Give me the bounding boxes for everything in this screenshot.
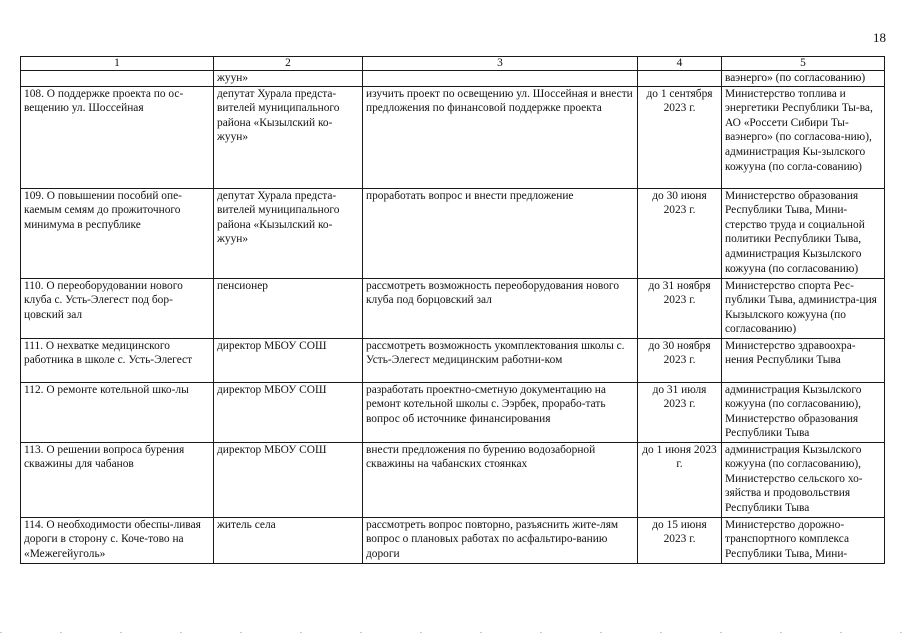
- page-number: 18: [873, 30, 886, 45]
- table-row: [21, 86, 885, 188]
- column-number-5: 5: [722, 57, 885, 71]
- row-responsible: Министерство спорта Рес-публики Тыва, администра-ция Кызылского кожууна (по согласованию): [722, 278, 885, 338]
- row-topic: 109. О повышении пособий опе-каемым семям до прожиточного минимума в республике: [21, 188, 214, 278]
- row-topic: 114. О необходимости обеспы-ливая дороги в сторону с. Коче-тово на «Межегейуголь»: [21, 517, 214, 563]
- row-responsible: Министерство топлива и энергетики Республики Ты-ва, АО «Россети Сибири Ты-ваэнерго» (по согласова-нию), администрация Кы-зылского кожууна (по согла-сованию): [722, 86, 885, 188]
- table-header-row: [21, 57, 885, 71]
- row-action: внести предложения по бурению водозаборной скважины на чабанских стоянках: [363, 442, 638, 517]
- row-applicant: директор МБОУ СОШ: [214, 338, 363, 382]
- table-row: [21, 188, 885, 278]
- row-topic: 108. О поддержке проекта по ос-вещению ул. Шоссейная: [21, 86, 214, 188]
- row-applicant: директор МБОУ СОШ: [214, 382, 363, 442]
- column-number-3: 3: [363, 57, 638, 71]
- column-number-1: 1: [21, 57, 214, 71]
- row-responsible: Министерство дорожно-транспортного комплекса Республики Тыва, Мини-: [722, 517, 885, 563]
- table-row: [21, 442, 885, 517]
- row-applicant: директор МБОУ СОШ: [214, 442, 363, 517]
- row-responsible: Министерство образования Республики Тыва, Мини-стерство труда и социальной политики Республики Тыва, администрация Кызылского кожууна (по согласованию): [722, 188, 885, 278]
- row-responsible: Министерство здравоохра-нения Республики Тыва: [722, 338, 885, 382]
- row-responsible: администрация Кызылского кожууна (по согласованию), Министерство сельского хо-зяйства и продовольствия Республики Тыва: [722, 442, 885, 517]
- scan-artifact-line: [0, 632, 905, 633]
- row-applicant: депутат Хурала предста-вителей муниципального района «Кызылский ко-жуун»: [214, 188, 363, 278]
- row-action: рассмотреть вопрос повторно, разъяснить жите-лям вопрос о плановых работах по асфальтиро-ванию дороги: [363, 517, 638, 563]
- row-deadline: до 31 июля 2023 г.: [638, 382, 722, 442]
- table-row: [21, 382, 885, 442]
- continuation-responsible: ваэнерго» (по согласованию): [722, 71, 885, 87]
- row-action: разработать проектно-сметную документацию на ремонт котельной школы с. Ээрбек, прорабо-тать вопрос об источнике финансирования: [363, 382, 638, 442]
- row-action: рассмотреть возможность переоборудования нового клуба под борцовский зал: [363, 278, 638, 338]
- table-row: [21, 278, 885, 338]
- row-applicant: житель села: [214, 517, 363, 563]
- column-number-4: 4: [638, 57, 722, 71]
- row-deadline: до 31 ноября 2023 г.: [638, 278, 722, 338]
- row-deadline: до 1 сентября 2023 г.: [638, 86, 722, 188]
- table-row: [21, 338, 885, 382]
- document-table: [20, 56, 885, 564]
- row-responsible: администрация Кызылского кожууна (по согласованию), Министерство образования Республики Тыва: [722, 382, 885, 442]
- column-number-2: 2: [214, 57, 363, 71]
- continuation-row: [21, 71, 885, 87]
- row-action: рассмотреть возможность укомплектования школы с. Усть-Элегест медицинским работни-ком: [363, 338, 638, 382]
- continuation-applicant: жуун»: [214, 71, 363, 87]
- row-deadline: до 1 июня 2023 г.: [638, 442, 722, 517]
- row-deadline: до 30 июня 2023 г.: [638, 188, 722, 278]
- row-deadline: до 15 июня 2023 г.: [638, 517, 722, 563]
- row-topic: 110. О переоборудовании нового клуба с. Усть-Элегест под бор-цовский зал: [21, 278, 214, 338]
- row-topic: 111. О нехватке медицинского работника в школе с. Усть-Элегест: [21, 338, 214, 382]
- row-topic: 112. О ремонте котельной шко-лы: [21, 382, 214, 442]
- row-topic: 113. О решении вопроса бурения скважины для чабанов: [21, 442, 214, 517]
- row-deadline: до 30 ноября 2023 г.: [638, 338, 722, 382]
- row-applicant: пенсионер: [214, 278, 363, 338]
- row-applicant: депутат Хурала предста-вителей муниципального района «Кызылский ко-жуун»: [214, 86, 363, 188]
- row-action: проработать вопрос и внести предложение: [363, 188, 638, 278]
- row-action: изучить проект по освещению ул. Шоссейная и внести предложения по финансовой поддержке проекта: [363, 86, 638, 188]
- table-row: [21, 517, 885, 563]
